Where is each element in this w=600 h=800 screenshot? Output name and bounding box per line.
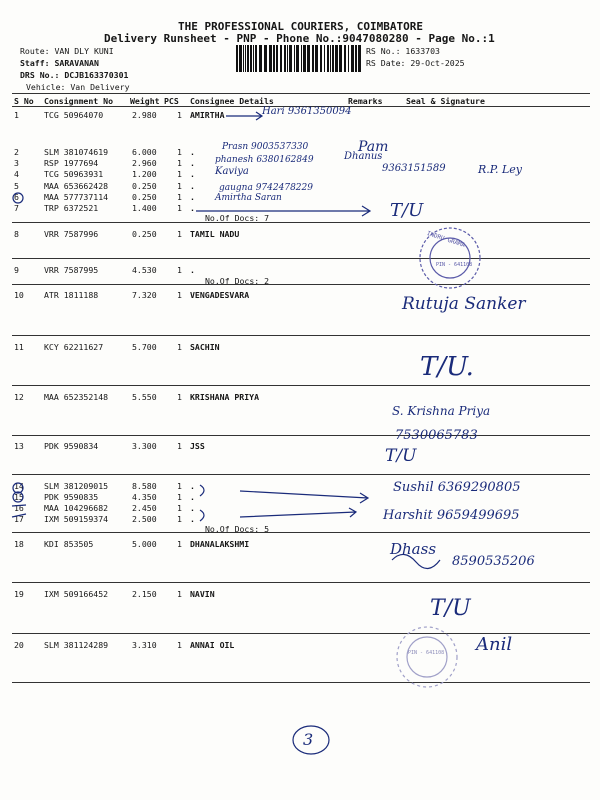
row-weight: 8.580 (132, 481, 157, 491)
handwritten-row20-sig: Anil (476, 634, 513, 655)
row-pcs: 1 (177, 539, 182, 549)
row-separator (12, 582, 590, 583)
row-consignment-no: TRP 6372521 (44, 203, 99, 213)
row-consignee: . (190, 265, 195, 275)
row-weight: 1.200 (132, 169, 157, 179)
col-seal: Seal & Signature (406, 96, 485, 106)
row-weight: 0.250 (132, 181, 157, 191)
col-consignment: Consignment No (44, 96, 114, 106)
row-weight: 2.960 (132, 158, 157, 168)
row-separator (12, 532, 590, 533)
row-sno: 8 (14, 229, 19, 239)
row-consignee: NAVIN (190, 589, 215, 599)
row-weight: 5.550 (132, 392, 157, 402)
row-consignment-no: KDI 853505 (44, 539, 94, 549)
row-consignment-no: PDK 9590834 (44, 441, 99, 451)
row-consignment-no: SLM 381209015 (44, 481, 109, 491)
row-consignment-no: MAA 653662428 (44, 181, 109, 191)
row-sno: 7 (14, 203, 19, 213)
row-consignee: . (190, 514, 195, 524)
row-separator (12, 385, 590, 386)
row-weight: 2.150 (132, 589, 157, 599)
handwritten-row2: Prasn 9003537330 (222, 142, 309, 152)
row-consignment-no: IXM 509166452 (44, 589, 109, 599)
row-sno: 16 (14, 503, 24, 513)
handwritten-row13-tu: T/U (385, 446, 417, 466)
row-weight: 0.250 (132, 192, 157, 202)
row-consignee: JSS (190, 441, 205, 451)
row-separator (12, 682, 590, 683)
row-consignee: AMIRTHA (190, 110, 225, 120)
row-consignment-no: TCG 50964070 (44, 110, 104, 120)
handwritten-row12-phone: 7530065783 (395, 428, 478, 443)
row-sno: 6 (14, 192, 19, 202)
row-pcs: 1 (177, 392, 182, 402)
row-sno: 10 (14, 290, 24, 300)
handwritten-row3: phanesh 6380162849 (215, 155, 314, 165)
row-consignment-no: IXM 509159374 (44, 514, 109, 524)
handwritten-row4-sig: R.P. Ley (478, 163, 522, 176)
row-consignment-no: TCG 50963931 (44, 169, 104, 179)
row-consignment-no: VRR 7587996 (44, 229, 99, 239)
row-consignment-no: ATR 1811188 (44, 290, 99, 300)
row-weight: 3.310 (132, 640, 157, 650)
row-weight: 1.400 (132, 203, 157, 213)
row-consignment-no: RSP 1977694 (44, 158, 99, 168)
row-separator (12, 474, 590, 475)
handwritten-row6: Amirtha Saran (215, 193, 282, 203)
row-consignee: . (190, 481, 195, 491)
row-pcs: 1 (177, 147, 182, 157)
handwritten-row20-tu: T/U (430, 596, 471, 621)
route-label: Route: VAN DLY KUNI (20, 46, 114, 56)
vehicle-label: Vehicle: Van Delivery (26, 82, 130, 92)
handwritten-row3-sig: Dhanus (344, 151, 383, 162)
col-pcs: PCS (164, 96, 179, 106)
handwritten-row18-phone: 8590535206 (452, 554, 535, 569)
row-separator (12, 284, 590, 285)
row-separator (12, 435, 590, 436)
row-weight: 5.000 (132, 539, 157, 549)
handwritten-row11-tu: T/U. (420, 352, 474, 382)
row-weight: 2.450 (132, 503, 157, 513)
doc-count-3: No.Of Docs: 5 (205, 524, 270, 534)
row-pcs: 1 (177, 503, 182, 513)
row-consignment-no: SLM 381124289 (44, 640, 109, 650)
row-consignee: . (190, 147, 195, 157)
row-sno: 20 (14, 640, 24, 650)
row-pcs: 1 (177, 181, 182, 191)
handwritten-row4: Kaviya (215, 166, 249, 177)
row-pcs: 1 (177, 481, 182, 491)
row-sno: 9 (14, 265, 19, 275)
row-separator (12, 258, 590, 259)
row-sno: 4 (14, 169, 19, 179)
stamp-pin-faded: PIN - 641108 (408, 650, 445, 656)
row-sno: 1 (14, 110, 19, 120)
staff-label: Staff: SARAVANAN (20, 58, 99, 68)
row-sno: 18 (14, 539, 24, 549)
handwritten-row2-sig: Pam (358, 139, 389, 155)
row-consignee: . (190, 192, 195, 202)
row-consignee: . (190, 492, 195, 502)
row-consignment-no: VRR 7587995 (44, 265, 99, 275)
stamp-text: INDRU GRAMA (425, 230, 466, 249)
row-sno: 11 (14, 342, 24, 352)
header-top-rule (12, 93, 590, 94)
row-sno: 14 (14, 481, 24, 491)
row-pcs: 1 (177, 492, 182, 502)
row-weight: 4.530 (132, 265, 157, 275)
col-sno: S No (14, 96, 34, 106)
row-weight: 6.000 (132, 147, 157, 157)
row-sno: 5 (14, 181, 19, 191)
row-consignee: DHANALAKSHMI (190, 539, 250, 549)
company-title: THE PROFESSIONAL COURIERS, COIMBATORE (178, 20, 424, 33)
row-consignee: . (190, 181, 195, 191)
row-pcs: 1 (177, 192, 182, 202)
doc-count-2: No.Of Docs: 2 (205, 276, 270, 286)
runsheet-subtitle: Delivery Runsheet - PNP - Phone No.:9047080280 - Page No.:1 (104, 32, 495, 45)
col-consignee: Consignee Details (190, 96, 274, 106)
row-weight: 4.350 (132, 492, 157, 502)
row-pcs: 1 (177, 342, 182, 352)
row-pcs: 1 (177, 265, 182, 275)
row-weight: 0.250 (132, 229, 157, 239)
rs-date: RS Date: 29-Oct-2025 (366, 58, 465, 68)
row-separator (12, 335, 590, 336)
row-pcs: 1 (177, 110, 182, 120)
col-weight: Weight (130, 96, 160, 106)
row-consignee: ANNAI OIL (190, 640, 235, 650)
row-consignment-no: KCY 62211627 (44, 342, 104, 352)
row-pcs: 1 (177, 229, 182, 239)
row-pcs: 1 (177, 640, 182, 650)
row-weight: 2.500 (132, 514, 157, 524)
row-separator (12, 222, 590, 223)
row-sno: 3 (14, 158, 19, 168)
row-weight: 7.320 (132, 290, 157, 300)
row-sno: 17 (14, 514, 24, 524)
stamp-pin: PIN - 641108 (436, 262, 473, 268)
row-pcs: 1 (177, 290, 182, 300)
row-consignee: . (190, 169, 195, 179)
row-weight: 3.300 (132, 441, 157, 451)
doc-count-1: No.Of Docs: 7 (205, 213, 270, 223)
handwritten-row10-sig: Rutuja Sanker (402, 294, 526, 314)
row-consignee: SACHIN (190, 342, 220, 352)
rs-number: RS No.: 1633703 (366, 46, 440, 56)
row-consignee: . (190, 158, 195, 168)
handwritten-row4-phone: 9363151589 (382, 163, 446, 174)
drs-number: DRS No.: DCJB163370301 (20, 70, 129, 80)
handwritten-row7-tu: T/U (390, 200, 424, 221)
row-consignment-no: MAA 577737114 (44, 192, 109, 202)
row-consignee: KRISHANA PRIYA (190, 392, 260, 402)
page-circle-number: 3 (303, 730, 314, 749)
row-consignee: . (190, 203, 195, 213)
handwritten-row1: Hari 9361350094 (262, 106, 352, 117)
row-pcs: 1 (177, 169, 182, 179)
handwritten-row14-sig: Sushil 6369290805 (393, 480, 521, 495)
row-consignee: . (190, 503, 195, 513)
row-consignment-no: MAA 104296682 (44, 503, 109, 513)
row-consignee: VENGADESVARA (190, 290, 250, 300)
col-remarks: Remarks (348, 96, 383, 106)
row-sno: 19 (14, 589, 24, 599)
row-sno: 15 (14, 492, 24, 502)
handwritten-row18-sig: Dhass (390, 540, 437, 558)
row-sno: 2 (14, 147, 19, 157)
row-consignment-no: SLM 381074619 (44, 147, 109, 157)
row-consignee: TAMIL NADU (190, 229, 240, 239)
handwritten-row12-name: S. Krishna Priya (392, 404, 491, 418)
handwritten-row16-sig: Harshit 9659499695 (383, 508, 520, 523)
row-pcs: 1 (177, 441, 182, 451)
row-sno: 12 (14, 392, 24, 402)
row-pcs: 1 (177, 158, 182, 168)
row-consignment-no: MAA 652352148 (44, 392, 109, 402)
row-weight: 5.700 (132, 342, 157, 352)
row-pcs: 1 (177, 203, 182, 213)
handwritten-row5: gaugna 9742478229 (219, 183, 313, 193)
row-pcs: 1 (177, 514, 182, 524)
row-sno: 13 (14, 441, 24, 451)
row-consignment-no: PDK 9590835 (44, 492, 99, 502)
row-pcs: 1 (177, 589, 182, 599)
row-weight: 2.980 (132, 110, 157, 120)
